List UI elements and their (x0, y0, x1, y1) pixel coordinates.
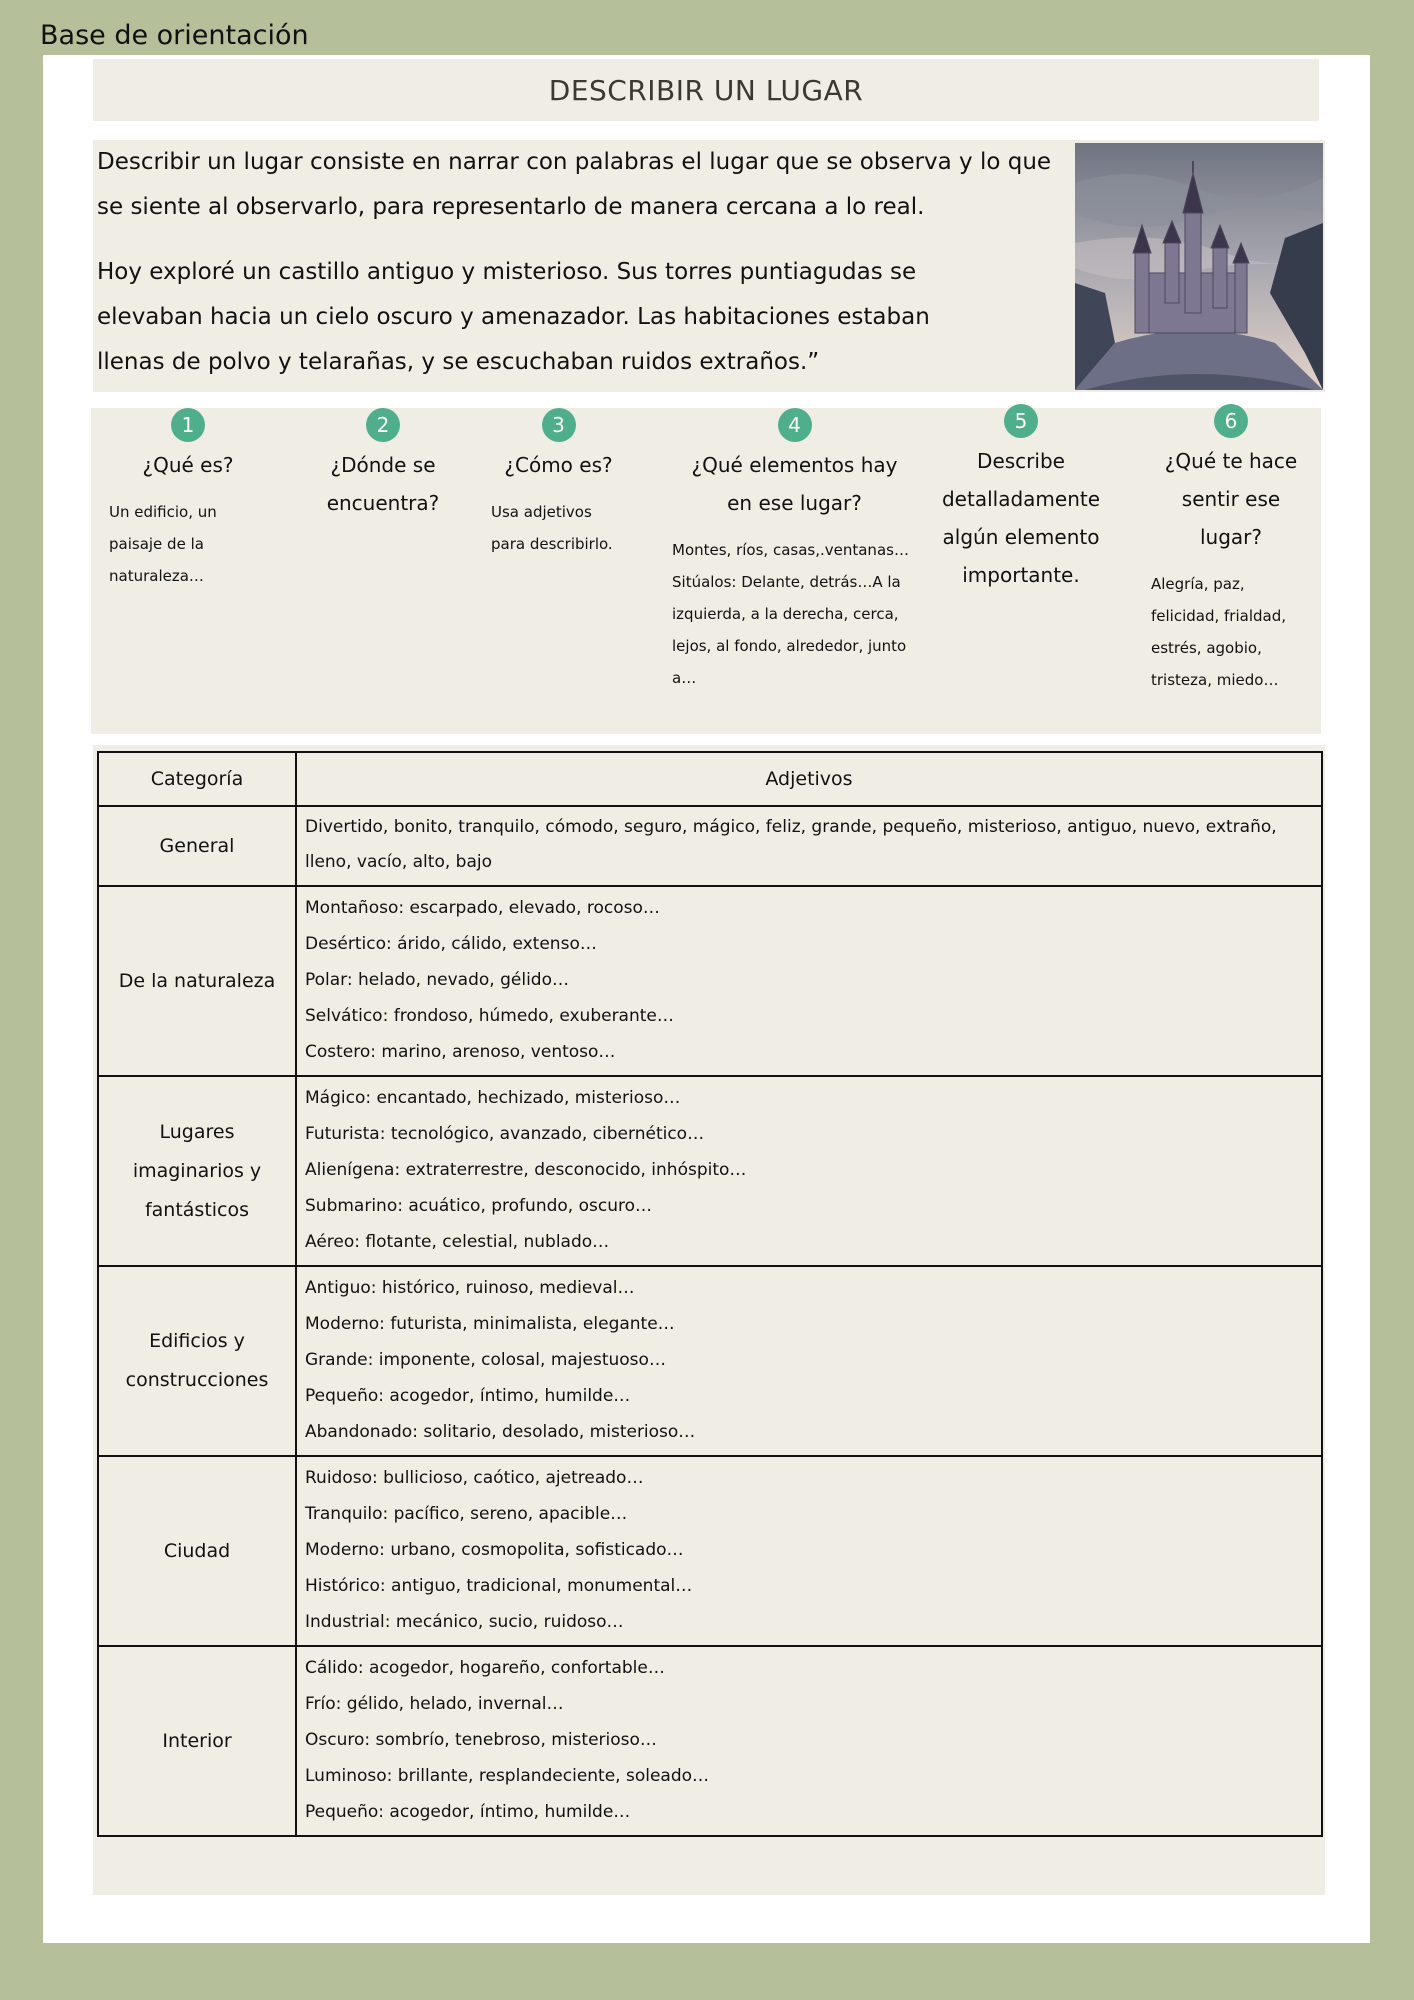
adjective-line: Mágico: encantado, hechizado, misterioso… (305, 1088, 681, 1108)
adjective-line: Grande: imponente, colosal, majestuoso… (305, 1350, 666, 1370)
adjective-line: Desértico: árido, cálido, extenso… (305, 934, 597, 954)
category-cell: Ciudad (98, 1456, 296, 1646)
category-cell: General (98, 806, 296, 886)
castle-illustration (1075, 143, 1323, 390)
adjectives-cell (296, 806, 1322, 886)
adjective-line: Costero: marino, arenoso, ventoso… (305, 1042, 616, 1062)
intro-text (97, 140, 1062, 405)
step-3 (491, 408, 626, 560)
adjectives-cell (296, 1456, 1322, 1646)
table-row (98, 1456, 1322, 1646)
adjective-line: Antiguo: histórico, ruinoso, medieval… (305, 1278, 635, 1298)
category-cell: De la naturaleza (98, 886, 296, 1076)
step-5 (916, 404, 1126, 606)
adjectives-cell (296, 886, 1322, 1076)
adjective-line: Moderno: futurista, minimalista, elegante… (305, 1314, 675, 1334)
step-question: ¿Qué es? (142, 453, 234, 477)
table-row (98, 1076, 1322, 1266)
step-hint: Usa adjetivos para describirlo. (491, 503, 613, 553)
adjective-line: Selvático: frondoso, húmedo, exuberante… (305, 1006, 674, 1026)
step-number-badge: 4 (778, 408, 812, 442)
adjective-line: Cálido: acogedor, hogareño, confortable… (305, 1658, 665, 1678)
step-hint: Montes, ríos, casas,.ventanas… Sitúalos: Delante, detrás…A la izquierda, a la derecha, cerca, lejos, al fondo, alrededor, junto a… (672, 541, 909, 687)
step-number-badge: 1 (171, 408, 205, 442)
adjective-line: Polar: helado, nevado, gélido… (305, 970, 569, 990)
title-band (93, 59, 1319, 121)
adjective-line: Submarino: acuático, profundo, oscuro… (305, 1196, 652, 1216)
step-question: ¿Qué te hace sentir ese lugar? (1164, 449, 1298, 549)
step-hint: Un edificio, un paisaje de la naturaleza… (109, 503, 217, 585)
step-1 (103, 408, 273, 592)
adjective-line: Abandonado: solitario, desolado, misterioso… (305, 1422, 696, 1442)
table-row (98, 886, 1322, 1076)
step-question: ¿Qué elementos hay en ese lugar? (691, 453, 898, 515)
step-number-badge: 2 (366, 408, 400, 442)
step-hint: Alegría, paz, felicidad, frialdad, estrés, agobio, tristeza, miedo… (1151, 575, 1287, 689)
table-row (98, 806, 1322, 886)
worksheet (43, 55, 1370, 1943)
adjective-line: Industrial: mecánico, sucio, ruidoso… (305, 1612, 624, 1632)
step-4 (672, 408, 917, 694)
table-header-row (98, 752, 1322, 806)
page-title: DESCRIBIR UN LUGAR (548, 73, 864, 107)
step-number-badge: 6 (1214, 404, 1248, 438)
intro-section (93, 140, 1325, 392)
corner-title: Base de orientación (40, 20, 309, 51)
adjective-line: Pequeño: acogedor, íntimo, humilde… (305, 1802, 631, 1822)
definition-paragraph: Describir un lugar consiste en narrar con palabras el lugar que se observa y lo que se siente al observarlo, para representarlo de manera cercana a lo real. (97, 149, 1052, 220)
adjective-line: Moderno: urbano, cosmopolita, sofisticado… (305, 1540, 684, 1560)
category-cell: Lugares imaginarios y fantásticos (98, 1076, 296, 1266)
adjective-line: Tranquilo: pacífico, sereno, apacible… (305, 1504, 628, 1524)
step-6 (1151, 404, 1311, 696)
step-question: Describe detalladamente algún elemento importante. (941, 449, 1101, 587)
steps-section (91, 408, 1321, 734)
category-cell: Interior (98, 1646, 296, 1836)
adjectives-cell (296, 1266, 1322, 1456)
table-row (98, 1266, 1322, 1456)
step-question: ¿Cómo es? (504, 453, 613, 477)
adjective-line: Futurista: tecnológico, avanzado, cibernético… (305, 1124, 705, 1144)
step-question: ¿Dónde se encuentra? (326, 453, 440, 515)
adjective-line: Alienígena: extraterrestre, desconocido, inhóspito… (305, 1160, 747, 1180)
step-2 (323, 408, 443, 534)
adjectives-table (97, 751, 1323, 1837)
adjective-line: Histórico: antiguo, tradicional, monumental… (305, 1576, 693, 1596)
step-number-badge: 5 (1004, 404, 1038, 438)
adjective-line: Luminoso: brillante, resplandeciente, soleado… (305, 1766, 710, 1786)
adjective-line: Pequeño: acogedor, íntimo, humilde… (305, 1386, 631, 1406)
column-header-adjectives: Adjetivos (296, 752, 1322, 806)
adjective-line: Montañoso: escarpado, elevado, rocoso… (305, 898, 660, 918)
adjectives-cell (296, 1076, 1322, 1266)
category-cell: Edificios y construcciones (98, 1266, 296, 1456)
adjective-line: Aéreo: flotante, celestial, nublado… (305, 1232, 610, 1252)
adjectives-cell (296, 1646, 1322, 1836)
example-paragraph: Hoy exploré un castillo antiguo y misterioso. Sus torres puntiagudas se elevaban hacia un cielo oscuro y amenazador. Las habitaciones estaban llenas de polvo y telarañas, y se escuchaban ruidos extraños.” (97, 259, 930, 375)
step-number-badge: 3 (542, 408, 576, 442)
adjective-line: Ruidoso: bullicioso, caótico, ajetreado… (305, 1468, 644, 1488)
adjective-line: Oscuro: sombrío, tenebroso, misterioso… (305, 1730, 657, 1750)
table-row (98, 1646, 1322, 1836)
adjective-line: Frío: gélido, helado, invernal… (305, 1694, 564, 1714)
adjective-line: Divertido, bonito, tranquilo, cómodo, seguro, mágico, feliz, grande, pequeño, misterioso, antiguo, nuevo, extraño, lleno, vacío, alto, bajo (305, 817, 1277, 872)
column-header-category: Categoría (98, 752, 296, 806)
adjectives-table-section (93, 745, 1325, 1895)
